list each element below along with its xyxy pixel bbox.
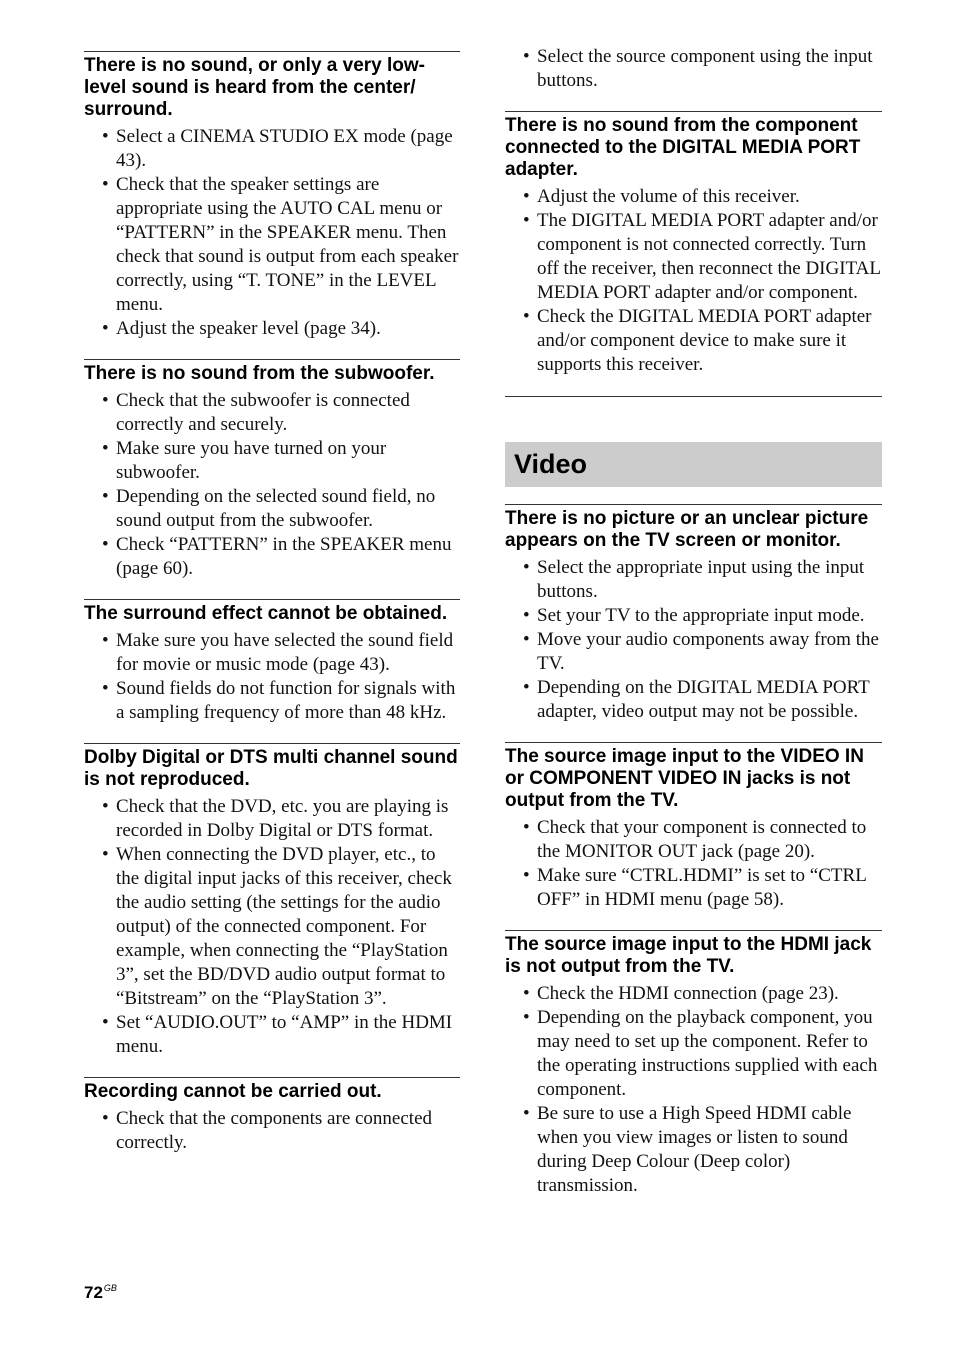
- list-item: • Select a CINEMA STUDIO EX mode (page 43).: [84, 125, 460, 173]
- bullet-list: [84, 1107, 460, 1155]
- list-item: • Move your audio components away from the TV.: [505, 628, 882, 676]
- section-recording: [84, 1077, 460, 1155]
- section-heading: The surround effect cannot be obtained.: [84, 603, 448, 624]
- bullet-list: [505, 556, 882, 724]
- list-item: • When connecting the DVD player, etc., to the digital input jacks of this receiver, check the audio setting (the settings for the audio output) of the connected component. For example, when connecting the “PlayStation 3”, set the BD/DVD audio output format to “Bitstream” on the “PlayStation 3”.: [84, 843, 460, 1011]
- list-item: • Adjust the volume of this receiver.: [505, 185, 882, 209]
- list-item: • Adjust the speaker level (page 34).: [84, 317, 460, 341]
- right-column: [505, 0, 882, 1198]
- section-heading: The source image input to the HDMI jack is not output from the TV.: [505, 934, 872, 977]
- bullet-list: [84, 795, 460, 1059]
- page-number-value: 72: [84, 1283, 103, 1302]
- list-item: • Make sure “CTRL.HDMI” is set to “CTRL OFF” in HDMI menu (page 58).: [505, 864, 882, 912]
- section-digital-media-port: [505, 111, 882, 377]
- list-item: • Check that the speaker settings are appropriate using the AUTO CAL menu or “PATTERN” in the SPEAKER menu. Then check that sound is output from each speaker correctly, using “T. TONE” in the LEVEL menu.: [84, 173, 460, 317]
- left-column: [84, 0, 460, 1155]
- list-item: • Set “AUDIO.OUT” to “AMP” in the HDMI menu.: [84, 1011, 460, 1059]
- list-item: • Depending on the selected sound field, no sound output from the subwoofer.: [84, 485, 460, 533]
- banner-title: Video: [514, 449, 588, 479]
- bullet-list: [505, 816, 882, 912]
- section-heading: There is no sound from the subwoofer.: [84, 363, 435, 384]
- section-video-in: [505, 742, 882, 912]
- bullet-list: [505, 185, 882, 377]
- list-item: • Check the DIGITAL MEDIA PORT adapter and/or component device to make sure it supports this receiver.: [505, 305, 882, 377]
- list-item: • Check that the subwoofer is connected correctly and securely.: [84, 389, 460, 437]
- bullet-list: [84, 389, 460, 581]
- list-item: • Sound fields do not function for signals with a sampling frequency of more than 48 kHz.: [84, 677, 460, 725]
- list-item: • Select the appropriate input using the input buttons.: [505, 556, 882, 604]
- section-heading: Dolby Digital or DTS multi channel sound is not reproduced.: [84, 747, 458, 790]
- section-surround-effect: [84, 599, 460, 725]
- list-item: • Check that the components are connected correctly.: [84, 1107, 460, 1155]
- page-number: [84, 1283, 117, 1303]
- section-heading: The source image input to the VIDEO IN or COMPONENT VIDEO IN jacks is not output from the TV.: [505, 746, 864, 811]
- bullet-list: [84, 125, 460, 341]
- section-dolby-dts: [84, 743, 460, 1059]
- list-item: • Set your TV to the appropriate input mode.: [505, 604, 882, 628]
- list-item: • Check “PATTERN” in the SPEAKER menu (page 60).: [84, 533, 460, 581]
- list-item: • Check the HDMI connection (page 23).: [505, 982, 882, 1006]
- page-number-suffix: GB: [103, 1283, 117, 1293]
- continued-bullet-list: [505, 45, 882, 93]
- section-heading: Recording cannot be carried out.: [84, 1081, 382, 1102]
- list-item: • Select the source component using the input buttons.: [505, 45, 882, 93]
- bullet-list: [505, 982, 882, 1198]
- list-item: • The DIGITAL MEDIA PORT adapter and/or component is not connected correctly. Turn off the receiver, then reconnect the DIGITAL MEDIA PORT adapter and/or component.: [505, 209, 882, 305]
- divider: [505, 396, 882, 397]
- section-low-sound: [84, 51, 460, 341]
- list-item: • Be sure to use a High Speed HDMI cable when you view images or listen to sound during Deep Colour (Deep color) transmission.: [505, 1102, 882, 1198]
- section-heading: There is no picture or an unclear picture appears on the TV screen or monitor.: [505, 508, 869, 551]
- section-no-picture: [505, 504, 882, 724]
- section-heading: There is no sound, or only a very low-level sound is heard from the center/ surround.: [84, 55, 426, 120]
- section-no-subwoofer: [84, 359, 460, 581]
- video-banner: [505, 442, 882, 487]
- bullet-list: [84, 629, 460, 725]
- section-hdmi: [505, 930, 882, 1198]
- section-heading: There is no sound from the component connected to the DIGITAL MEDIA PORT adapter.: [505, 115, 861, 180]
- list-item: • Check that your component is connected to the MONITOR OUT jack (page 20).: [505, 816, 882, 864]
- list-item: • Depending on the playback component, you may need to set up the component. Refer to the operating instructions supplied with each component.: [505, 1006, 882, 1102]
- list-item: • Check that the DVD, etc. you are playing is recorded in Dolby Digital or DTS format.: [84, 795, 460, 843]
- list-item: • Make sure you have selected the sound field for movie or music mode (page 43).: [84, 629, 460, 677]
- list-item: • Depending on the DIGITAL MEDIA PORT adapter, video output may not be possible.: [505, 676, 882, 724]
- list-item: • Make sure you have turned on your subwoofer.: [84, 437, 460, 485]
